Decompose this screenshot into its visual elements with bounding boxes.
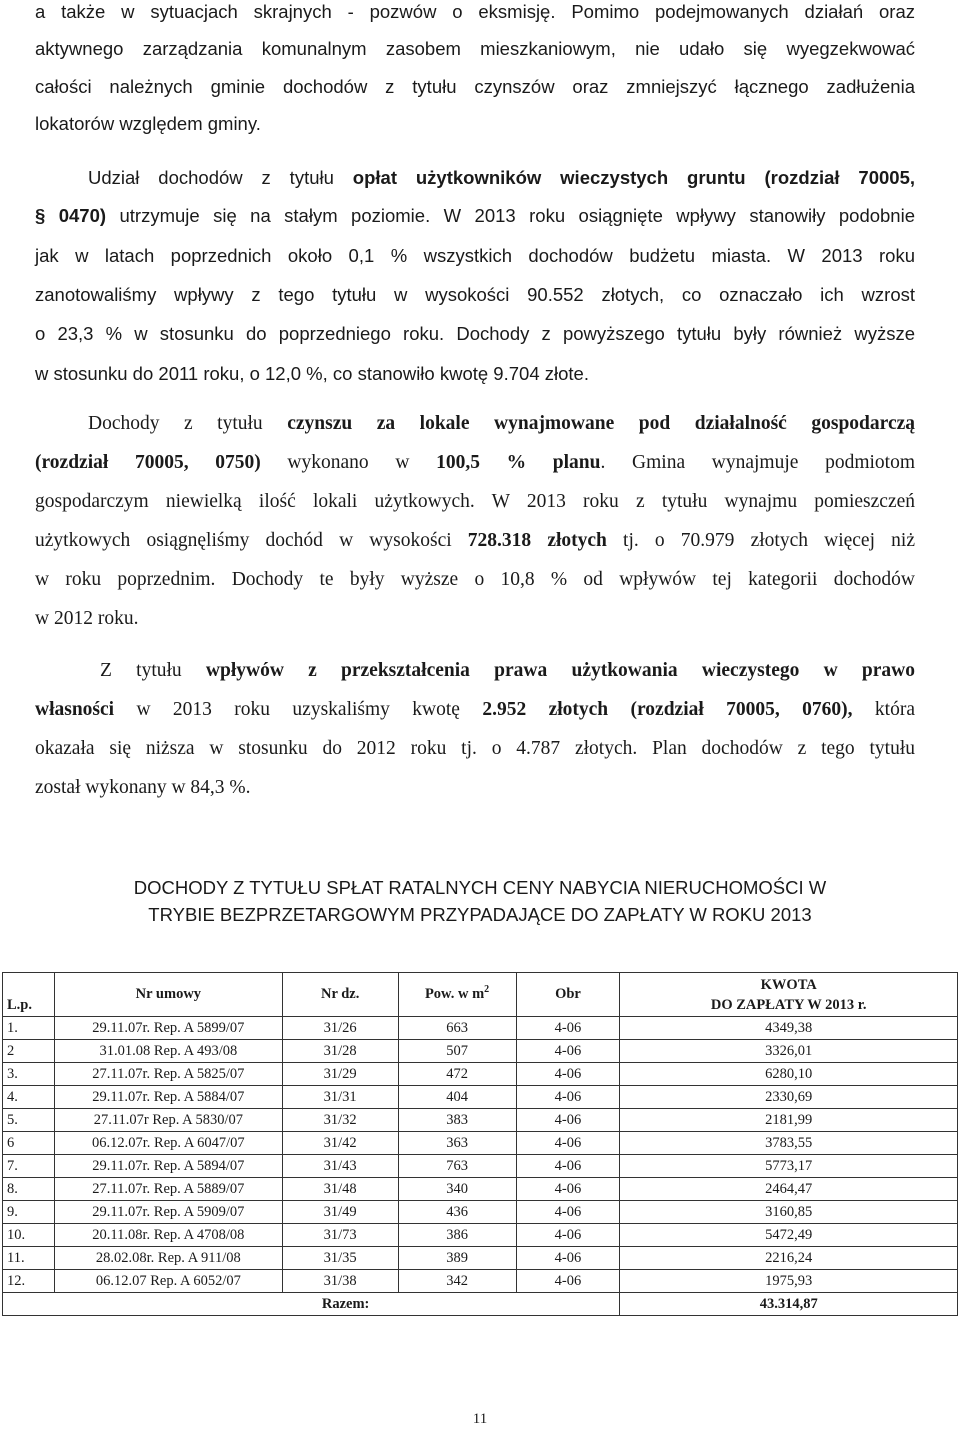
table-body [3, 1017, 958, 1293]
paragraph-3-line-5: w roku poprzednim. Dochody te były wyższe o 10,8 % od wpływów tej kategorii dochodów [35, 569, 915, 590]
bold-text-run: 2.952 złotych (rozdział 70005, 0760), [482, 699, 853, 720]
table-row [3, 1063, 958, 1086]
paragraph-3-line-2 [35, 445, 915, 481]
cell-nr-dz: 31/42 [282, 1132, 398, 1155]
paragraph-4-line-3: okazała się niższa w stosunku do 2012 roku tj. o 4.787 złotych. Plan dochodów z tego tytułu [35, 738, 915, 759]
text-run: użytkowych osiągnęliśmy dochód w wysokości [35, 530, 468, 551]
cell-obr: 4-06 [516, 1224, 620, 1247]
cell-nr-umowy: 20.11.08r. Rep. A 4708/08 [54, 1224, 282, 1247]
cell-kwota: 2181,99 [620, 1109, 958, 1132]
header-pow [398, 973, 516, 1017]
cell-lp: 4. [3, 1086, 55, 1109]
cell-lp: 2 [3, 1040, 55, 1063]
cell-lp: 12. [3, 1270, 55, 1293]
paragraph-2-line-2 [35, 198, 915, 234]
text-run: wykonano w [260, 452, 437, 473]
cell-obr: 4-06 [516, 1040, 620, 1063]
page-number: 11 [472, 1411, 488, 1427]
table-header-row [3, 973, 958, 1017]
paragraph-1-line-2: aktywnego zarządzania komunalnym zasobem mieszkaniowym, nie udało się wyegzekwować [35, 38, 915, 59]
cell-lp: 1. [3, 1017, 55, 1040]
cell-nr-dz: 31/29 [282, 1063, 398, 1086]
cell-lp: 10. [3, 1224, 55, 1247]
paragraph-4-line-1 [100, 653, 915, 689]
table-row [3, 1224, 958, 1247]
total-label: Razem: [3, 1293, 620, 1316]
cell-obr: 4-06 [516, 1086, 620, 1109]
cell-nr-dz: 31/73 [282, 1224, 398, 1247]
cell-obr: 4-06 [516, 1270, 620, 1293]
paragraph-2-line-3: jak w latach poprzednich około 0,1 % wszystkich dochodów budżetu miasta. W 2013 roku [35, 245, 915, 266]
cell-obr: 4-06 [516, 1247, 620, 1270]
cell-lp: 11. [3, 1247, 55, 1270]
cell-nr-umowy: 06.12.07r. Rep. A 6047/07 [54, 1132, 282, 1155]
installments-table [2, 972, 958, 1316]
cell-pow: 389 [398, 1247, 516, 1270]
text-run: Dochody z tytułu [88, 413, 288, 434]
cell-kwota: 2464,47 [620, 1178, 958, 1201]
total-value: 43.314,87 [620, 1293, 958, 1316]
cell-pow: 436 [398, 1201, 516, 1224]
table-row [3, 1178, 958, 1201]
text-run: która [852, 699, 915, 720]
bold-text-run: 0750) [215, 452, 261, 473]
cell-nr-dz: 31/28 [282, 1040, 398, 1063]
paragraph-3-line-1 [88, 406, 915, 442]
table-row [3, 1155, 958, 1178]
cell-nr-umowy: 28.02.08r. Rep. A 911/08 [54, 1247, 282, 1270]
cell-nr-umowy: 29.11.07r. Rep. A 5909/07 [54, 1201, 282, 1224]
paragraph-1-line-3: całości należnych gminie dochodów z tytułu czynszów oraz zmniejszyć łącznego zadłużenia [35, 76, 915, 97]
cell-pow: 363 [398, 1132, 516, 1155]
paragraph-4-line-4: został wykonany w 84,3 %. [35, 777, 251, 798]
header-nr-umowy: Nr umowy [54, 973, 282, 1017]
table-row [3, 1132, 958, 1155]
cell-nr-dz: 31/48 [282, 1178, 398, 1201]
cell-pow: 763 [398, 1155, 516, 1178]
cell-nr-umowy: 29.11.07r. Rep. A 5894/07 [54, 1155, 282, 1178]
cell-kwota: 3783,55 [620, 1132, 958, 1155]
table-heading-line-2: TRYBIE BEZPRZETARGOWYM PRZYPADAJĄCE DO ZAPŁATY W ROKU 2013 [148, 904, 812, 925]
cell-obr: 4-06 [516, 1063, 620, 1086]
cell-lp: 5. [3, 1109, 55, 1132]
paragraph-2-line-6: w stosunku do 2011 roku, o 12,0 %, co stanowiło kwotę 9.704 złote. [35, 363, 589, 384]
header-nr-dz: Nr dz. [282, 973, 398, 1017]
cell-kwota: 4349,38 [620, 1017, 958, 1040]
cell-obr: 4-06 [516, 1017, 620, 1040]
paragraph-3-line-4 [35, 523, 915, 559]
cell-kwota: 5472,49 [620, 1224, 958, 1247]
text-run: utrzymuje się na stałym poziomie. W 2013 roku osiągnięte wpływy stanowiły podobnie [106, 205, 915, 226]
cell-obr: 4-06 [516, 1132, 620, 1155]
cell-nr-dz: 31/31 [282, 1086, 398, 1109]
cell-obr: 4-06 [516, 1155, 620, 1178]
table-heading-line-1: DOCHODY Z TYTUŁU SPŁAT RATALNYCH CENY NABYCIA NIERUCHOMOŚCI W [133, 877, 827, 898]
cell-nr-dz: 31/32 [282, 1109, 398, 1132]
paragraph-3-line-6: w 2012 roku. [35, 608, 139, 629]
cell-obr: 4-06 [516, 1178, 620, 1201]
cell-nr-umowy: 31.01.08 Rep. A 493/08 [54, 1040, 282, 1063]
cell-lp: 9. [3, 1201, 55, 1224]
cell-nr-umowy: 27.11.07r Rep. A 5830/07 [54, 1109, 282, 1132]
cell-nr-umowy: 06.12.07 Rep. A 6052/07 [54, 1270, 282, 1293]
cell-nr-dz: 31/38 [282, 1270, 398, 1293]
text-run: . Gmina wynajmuje podmiotom [600, 452, 916, 473]
table-row [3, 1270, 958, 1293]
table-row [3, 1086, 958, 1109]
table-row [3, 1017, 958, 1040]
cell-lp: 7. [3, 1155, 55, 1178]
text-run: w 2013 roku uzyskaliśmy kwotę [114, 699, 483, 720]
cell-pow: 386 [398, 1224, 516, 1247]
cell-obr: 4-06 [516, 1109, 620, 1132]
cell-pow: 404 [398, 1086, 516, 1109]
bold-text-run: (rozdział 70005, [35, 452, 216, 473]
header-pow-superscript: 2 [484, 984, 490, 996]
bold-text-run: opłat użytkowników wieczystych gruntu (rozdział 70005, [352, 167, 915, 188]
text-run: Z tytułu [100, 660, 206, 681]
text-run: tj. o 70.979 złotych więcej niż [606, 530, 915, 551]
bold-text-run: 728.318 złotych [467, 530, 607, 551]
cell-nr-umowy: 29.11.07r. Rep. A 5899/07 [54, 1017, 282, 1040]
header-pow-label: Pow. w m [424, 986, 485, 1002]
text-run: Udział dochodów z tytułu [88, 167, 353, 188]
table-row [3, 1247, 958, 1270]
cell-kwota: 5773,17 [620, 1155, 958, 1178]
cell-lp: 8. [3, 1178, 55, 1201]
cell-nr-umowy: 27.11.07r. Rep. A 5889/07 [54, 1178, 282, 1201]
cell-pow: 472 [398, 1063, 516, 1086]
table-total-row [3, 1293, 958, 1316]
paragraph-1-line-1: a także w sytuacjach skrajnych - pozwów o eksmisję. Pomimo podejmowanych działań oraz [35, 1, 915, 22]
paragraph-2-line-5: o 23,3 % w stosunku do poprzedniego roku. Dochody z powyższego tytułu były również wyższe [35, 323, 915, 344]
header-kwota-line-1: KWOTA [760, 976, 817, 993]
bold-text-run: czynszu za lokale wynajmowane pod działalność gospodarczą [287, 413, 915, 434]
cell-lp: 3. [3, 1063, 55, 1086]
bold-text-run: § 0470) [35, 205, 107, 226]
table-row [3, 1040, 958, 1063]
cell-nr-dz: 31/49 [282, 1201, 398, 1224]
cell-kwota: 2216,24 [620, 1247, 958, 1270]
table-row [3, 1201, 958, 1224]
paragraph-2-line-1 [88, 160, 915, 196]
bold-text-run: własności [35, 699, 115, 720]
cell-nr-dz: 31/35 [282, 1247, 398, 1270]
paragraph-4-line-2 [35, 692, 915, 728]
header-kwota-line-2: DO ZAPŁATY W 2013 r. [710, 996, 867, 1013]
paragraph-3-line-3: gospodarczym niewielką ilość lokali użytkowych. W 2013 roku z tytułu wynajmu pomieszczeń [35, 491, 915, 512]
cell-kwota: 6280,10 [620, 1063, 958, 1086]
table-row [3, 1109, 958, 1132]
bold-text-run: 100,5 % planu [436, 452, 601, 473]
bold-text-run: wpływów z przekształcenia prawa użytkowania wieczystego w prawo [205, 660, 915, 681]
cell-kwota: 1975,93 [620, 1270, 958, 1293]
cell-obr: 4-06 [516, 1201, 620, 1224]
header-kwota [620, 973, 958, 1017]
header-obr: Obr [516, 973, 620, 1017]
cell-lp: 6 [3, 1132, 55, 1155]
paragraph-2-line-4: zanotowaliśmy wpływy z tego tytułu w wysokości 90.552 złotych, co oznaczało ich wzrost [35, 284, 915, 305]
cell-nr-umowy: 29.11.07r. Rep. A 5884/07 [54, 1086, 282, 1109]
paragraph-1-line-4: lokatorów względem gminy. [35, 113, 261, 134]
cell-pow: 507 [398, 1040, 516, 1063]
cell-nr-dz: 31/26 [282, 1017, 398, 1040]
cell-pow: 663 [398, 1017, 516, 1040]
cell-kwota: 2330,69 [620, 1086, 958, 1109]
cell-pow: 340 [398, 1178, 516, 1201]
cell-nr-umowy: 27.11.07r. Rep. A 5825/07 [54, 1063, 282, 1086]
header-lp: L.p. [3, 973, 55, 1017]
cell-kwota: 3160,85 [620, 1201, 958, 1224]
cell-pow: 342 [398, 1270, 516, 1293]
cell-nr-dz: 31/43 [282, 1155, 398, 1178]
cell-pow: 383 [398, 1109, 516, 1132]
cell-kwota: 3326,01 [620, 1040, 958, 1063]
